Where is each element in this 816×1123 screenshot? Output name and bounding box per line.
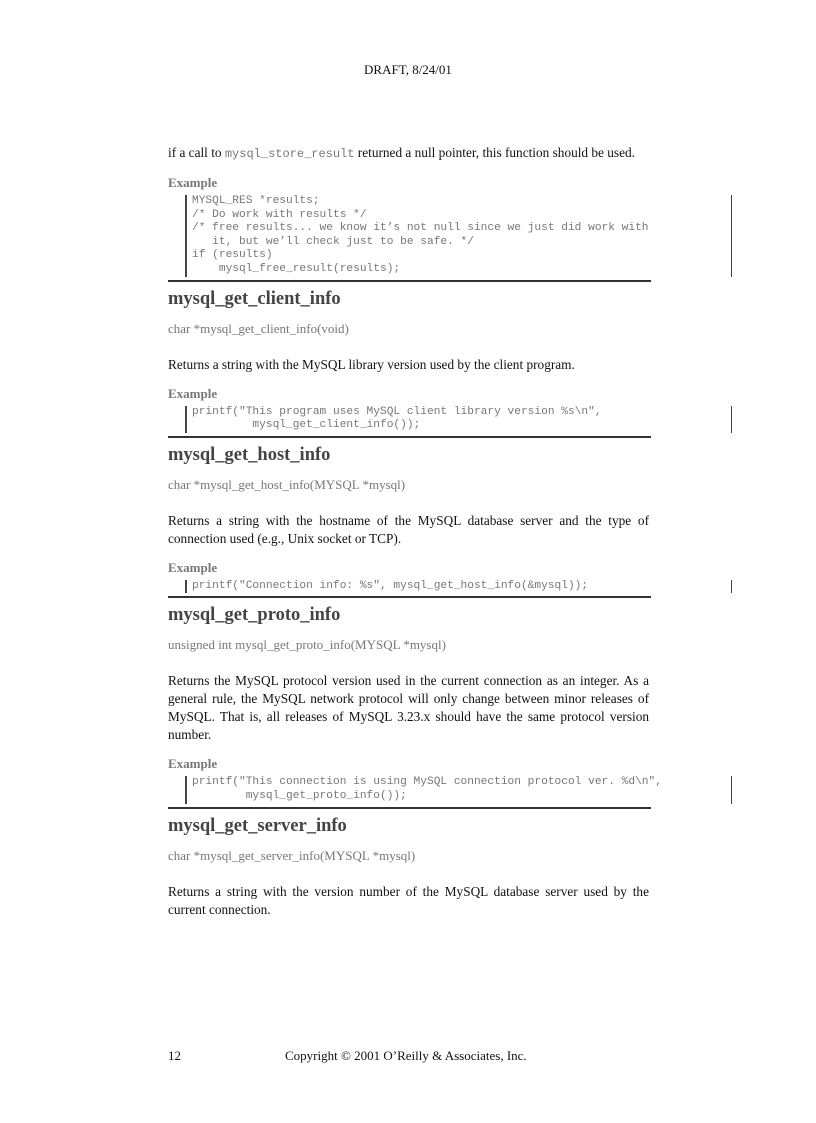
section-title: mysql_get_server_info (168, 815, 347, 836)
section-rule (168, 596, 651, 598)
code-block: printf("This connection is using MySQL connection protocol ver. %d\n", mysql_get_proto_info()); (185, 776, 649, 803)
page-number: 12 (168, 1048, 181, 1063)
function-signature: char *mysql_get_host_info(MYSQL *mysql) (168, 476, 406, 492)
example-label: Example (168, 175, 218, 190)
function-signature: unsigned int mysql_get_proto_info(MYSQL *mysql) (168, 637, 446, 653)
example-label: Example (168, 756, 218, 772)
page-header: DRAFT, 8/24/01 (364, 62, 452, 77)
section-rule (168, 436, 651, 438)
intro-pre: if a call to (168, 145, 225, 160)
section-rule (168, 807, 651, 809)
section-rule (168, 280, 651, 282)
section-title: mysql_get_client_info (168, 288, 341, 309)
code-block: printf("Connection info: %s", mysql_get_host_info(&mysql)); (185, 580, 649, 594)
section-description: Returns the MySQL protocol version used in the current connection as an integer. As a general rule, the MySQL network protocol will only change between minor releases of MySQL. That is, all releases of MySQL 3.23.x should have the same protocol version number. (168, 673, 649, 743)
intro-post: returned a null pointer, this function should be used. (354, 145, 635, 160)
section-title: mysql_get_host_info (168, 444, 331, 465)
section-description: Returns a string with the hostname of the MySQL database server and the type of connection used (e.g., Unix socket or TCP). (168, 512, 649, 546)
intro-paragraph (168, 144, 649, 163)
intro-code: mysql_store_result (224, 147, 355, 161)
example-label: Example (168, 385, 218, 401)
section-title: mysql_get_proto_info (168, 605, 341, 626)
copyright-notice: Copyright © 2001 O’Reilly & Associates, Inc. (285, 1048, 527, 1063)
example-label: Example (168, 559, 218, 575)
function-signature: char *mysql_get_client_info(void) (168, 320, 349, 336)
code-block: MYSQL_RES *results; /* Do work with results */ /* free results... we know it’s not null since we just did work with it, but we’ll check just to be safe. */ if (results) mysql_free_result(results); (185, 195, 649, 277)
code-block: printf("This program uses MySQL client library version %s\n", mysql_get_client_info()); (185, 406, 649, 433)
page-content (168, 144, 662, 919)
section-description: Returns a string with the MySQL library version used by the client program. (168, 356, 575, 372)
function-signature: char *mysql_get_server_info(MYSQL *mysql) (168, 847, 416, 863)
section-description: Returns a string with the version number of the MySQL database server used by the current connection. (168, 883, 649, 917)
